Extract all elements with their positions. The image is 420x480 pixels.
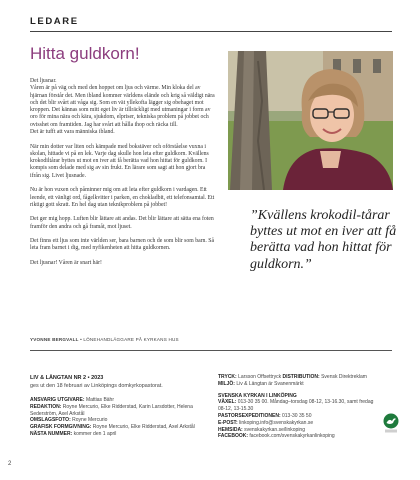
credits [30,397,210,438]
contact-row: PASTORSEXPEDITIONEN: 013-30 35 50 [218,412,312,419]
pull-quote: ”Kvällens krokodil-tårar byttes ut mot en iver att få berätta vad hon hittat för guldkorn.” [250,208,397,272]
credit-row: REDAKTION: Royne Mercurio, Elke Ridderstad, Karin Larsdotter, Helena Sederström, Axel Arkstål [30,403,193,417]
body-paragraph: När min dotter var liten och kämpade med bokstäver och oförståelse vuxna i skolan, hittade vi på en lek. Varje dag skulle hon leta efter guldkorn. Kvällens krokodiltårar byttes ut mot en iver att få berätta vad hon hittat för guldkorn. I kompis som delade med sig av sin frukt. En lärare som sagt att hon gjort bra ifrån sig. Livet ljusnade. [30,143,209,179]
issue-title: LIV & LÄNGTAN NR 2 • 2023 [30,375,104,381]
credit-row: OMSLAGSFOTO: Royne Mercurio [30,417,108,424]
contact-row-facebook[interactable]: FACEBOOK: facebook.com/svenskakyrkanlinkoping [218,433,335,440]
credit-row: GRAFISK FORMGIVNING: Royne Mercurio, Elke Ridderstad, Axel Arkstål [30,424,195,431]
headline: Hitta guldkorn! [30,44,140,63]
body-paragraph: Nu är hon vuxen och påminner mig om att leta efter guldkorn i vardagen. Ett leende, ett vänligt ord, fågelkvitter i parken, en chokladbit, ett telefonsamtal. Ett riktigt gott skratt. En hel dag utan teknikproblem på jobbet! [30,187,215,208]
body-paragraph: Det ljusnar. Våren är på väg och med den hoppet om ljus och värme. Min kloka del av hjärnan förstår det. Men ibland kommer världens elände och krig så väldigt nära och det blir svårt att våga sig. Som en vät yllekofta lägger sig obehaget mot kroppen. Det kännas som mitt eget liv är tillräckligt med utmaningar i form av oro för mina nära och kära, sjukdom, elpriser, tekniska problem på jobbet och ovisshet om framtiden. Jag har svårt att hålla ihop och räcka till. Det är tufft att vara människa ibland. [30,78,215,136]
credit-row: NÄSTA NUMMER: kommer den 1 april [30,430,117,437]
contact-heading: SVENSKA KYRKAN I LINKÖPING [218,392,297,399]
byline-name: YVONNE BERGVALL [30,337,79,342]
svanen-ecolabel-icon [383,413,399,434]
print-row: TRYCK: Larsson Offsettryck DISTRIBUTION: Svensk Direktreklam [218,374,367,380]
byline-separator: • [80,337,84,342]
contact-row-email[interactable]: E-POST: linkoping.info@svenskakyrkan.se [218,419,314,426]
body-paragraph: Det ljusnar! Våren är snart här! [30,259,102,266]
issue-subtitle: ges ut den 18 februari av Linköpings domkyrkopastorat. [30,383,163,389]
contact-row: VÄXEL: 013-30 35 00. Måndag–torsdag 08-12, 13-16.30, samt fredag 08-12, 13-15.30 [218,399,374,413]
byline-role: LÖNEHANDLÄGGARE PÅ KYRKANS HUS [83,337,179,342]
section-label: LEDARE [30,16,79,27]
environment-row: MILJÖ: Liv & Längtan är Svanenmärkt [218,380,304,387]
body-paragraph: Det finns ett ljus som inte världen ser, bara barnen och de som blir som barn. Så leta fram barnet i dig, med nyfikenheten att hitta guldkornen. [30,238,215,252]
page-number: 2 [8,461,12,467]
print-contact-column [218,374,408,440]
contact-row-website[interactable]: HEMSIDA: svenskakyrkan.se/linkoping [218,426,305,433]
body-paragraph: Det ger mig hopp. Luften blir lättare att andas. Det blir lättare att sätta ena foten framför den andra och gå framåt, mot ljuset. [30,216,214,230]
credit-row: ANSVARIG UTGIVARE: Mattias Bähr [30,397,115,403]
